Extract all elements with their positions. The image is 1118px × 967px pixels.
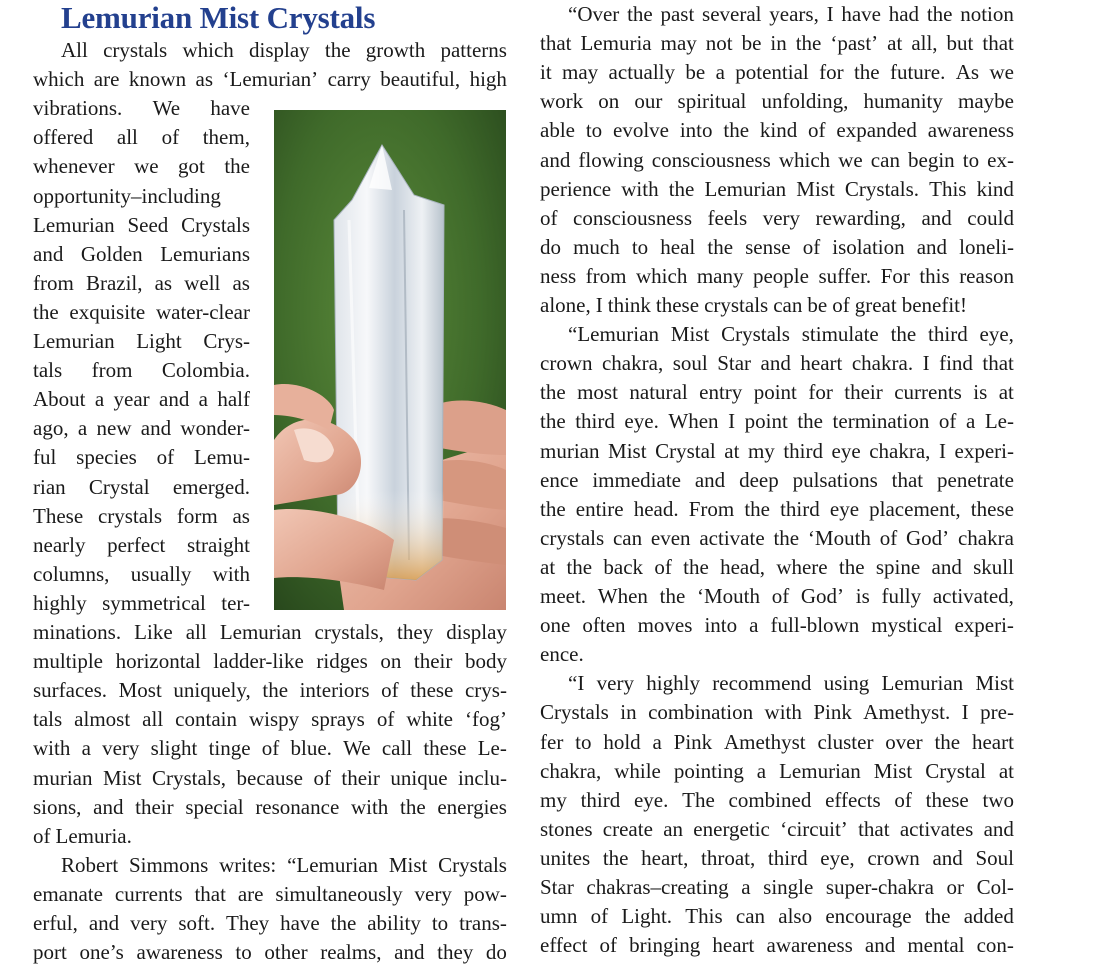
text-line: port one’s awareness to other realms, and they do: [33, 940, 507, 965]
text-line: able to evolve into the kind of expanded awareness: [540, 118, 1014, 143]
text-line: and Golden Lemurians: [33, 241, 250, 266]
text-line: do much to heal the sense of isolation and loneli-: [540, 234, 1014, 259]
text-line: alone, I think these crystals can be of great benefit!: [540, 293, 967, 317]
text-line: the exquisite water-clear: [33, 299, 250, 324]
text-line: chakra, while pointing a Lemurian Mist Crystal at: [540, 758, 1014, 783]
text-line: Robert Simmons writes: “Lemurian Mist Crystals: [61, 852, 507, 877]
text-line: ence immediate and deep pulsations that penetrate: [540, 467, 1014, 492]
text-line: ago, a new and wonder-: [33, 416, 250, 441]
text-line: the most natural entry point for their currents is at: [540, 380, 1014, 405]
text-line: crown chakra, soul Star and heart chakra. I find that: [540, 351, 1014, 376]
text-line: the entire head. From the third eye placement, these: [540, 496, 1014, 521]
text-line: All crystals which display the growth patterns: [61, 38, 507, 62]
text-line: from Brazil, as well as: [33, 270, 250, 295]
text-line: erful, and very soft. They have the ability to trans-: [33, 911, 507, 935]
text-line: nearly perfect straight: [33, 532, 250, 557]
text-line: with a very slight tinge of blue. We call these Le-: [33, 736, 507, 761]
text-line: “I very highly recommend using Lemurian Mist: [568, 671, 1014, 696]
text-line: columns, usually with: [33, 561, 250, 586]
text-line: tals from Colombia.: [33, 358, 250, 383]
text-line: the third eye. When I point the termination of a Le-: [540, 409, 1014, 434]
text-line: that Lemuria may not be in the ‘past’ at all, but that: [540, 31, 1014, 56]
text-line: it may actually be a potential for the future. As we: [540, 60, 1014, 85]
text-line: highly symmetrical ter-: [33, 590, 250, 615]
text-line: Star chakras–creating a single super-chakra or Col-: [540, 875, 1014, 899]
text-line: About a year and a half: [33, 387, 250, 412]
text-line: crystals can even activate the ‘Mouth of God’ chakra: [540, 525, 1014, 550]
text-line: surfaces. Most uniquely, the interiors of these crys-: [33, 678, 507, 703]
text-line: tals almost all contain wispy sprays of white ‘fog’: [33, 707, 507, 732]
text-line: meet. When the ‘Mouth of God’ is fully activated,: [540, 584, 1014, 608]
text-line: which are known as ‘Lemurian’ carry beautiful, high: [33, 67, 507, 92]
text-line: opportunity–including: [33, 183, 221, 208]
text-line: work on our spiritual unfolding, humanity maybe: [540, 89, 1014, 114]
text-line: at the back of the head, where the spine and skull: [540, 554, 1014, 579]
text-line: rian Crystal emerged.: [33, 474, 250, 499]
crystal-photo: [274, 110, 506, 610]
text-line: of consciousness feels very rewarding, and could: [540, 205, 1014, 230]
text-line: effect of bringing heart awareness and mental con-: [540, 933, 1014, 958]
article-title: Lemurian Mist Crystals: [61, 0, 376, 35]
text-line: offered all of them,: [33, 125, 250, 150]
text-line: unites the heart, throat, third eye, crown and Soul: [540, 845, 1014, 870]
text-line: sions, and their special resonance with the energies: [33, 794, 507, 819]
text-line: and flowing consciousness which we can begin to ex-: [540, 147, 1014, 172]
text-line: vibrations. We have: [33, 96, 250, 121]
text-line: “Over the past several years, I have had the notion: [568, 2, 1014, 26]
text-line: my third eye. The combined effects of these two: [540, 787, 1014, 812]
text-line: ful species of Lemu-: [33, 445, 250, 470]
text-line: murian Mist Crystal at my third eye chakra, I experi-: [540, 438, 1014, 463]
text-line: minations. Like all Lemurian crystals, they display: [33, 620, 507, 644]
text-line: These crystals form as: [33, 503, 250, 528]
text-line: ence.: [540, 642, 584, 667]
text-line: “Lemurian Mist Crystals stimulate the third eye,: [568, 322, 1014, 347]
text-line: fer to hold a Pink Amethyst cluster over the heart: [540, 729, 1014, 754]
crystal-in-hand-image: [274, 110, 506, 610]
text-line: of Lemuria.: [33, 823, 132, 848]
text-line: perience with the Lemurian Mist Crystals. This kind: [540, 176, 1014, 201]
text-line: multiple horizontal ladder-like ridges on their body: [33, 649, 507, 674]
text-line: whenever we got the: [33, 154, 250, 179]
text-line: umn of Light. This can also encourage the added: [540, 904, 1014, 929]
text-line: ness from which many people suffer. For this reason: [540, 263, 1014, 288]
text-line: emanate currents that are simultaneously very pow-: [33, 881, 507, 906]
text-line: murian Mist Crystals, because of their unique inclu-: [33, 765, 507, 790]
text-line: Crystals in combination with Pink Amethyst. I pre-: [540, 700, 1014, 725]
text-line: one often moves into a full-blown mystical experi-: [540, 613, 1014, 638]
text-line: stones create an energetic ‘circuit’ that activates and: [540, 816, 1014, 841]
text-line: Lemurian Light Crys-: [33, 329, 250, 353]
text-line: Lemurian Seed Crystals: [33, 212, 250, 237]
